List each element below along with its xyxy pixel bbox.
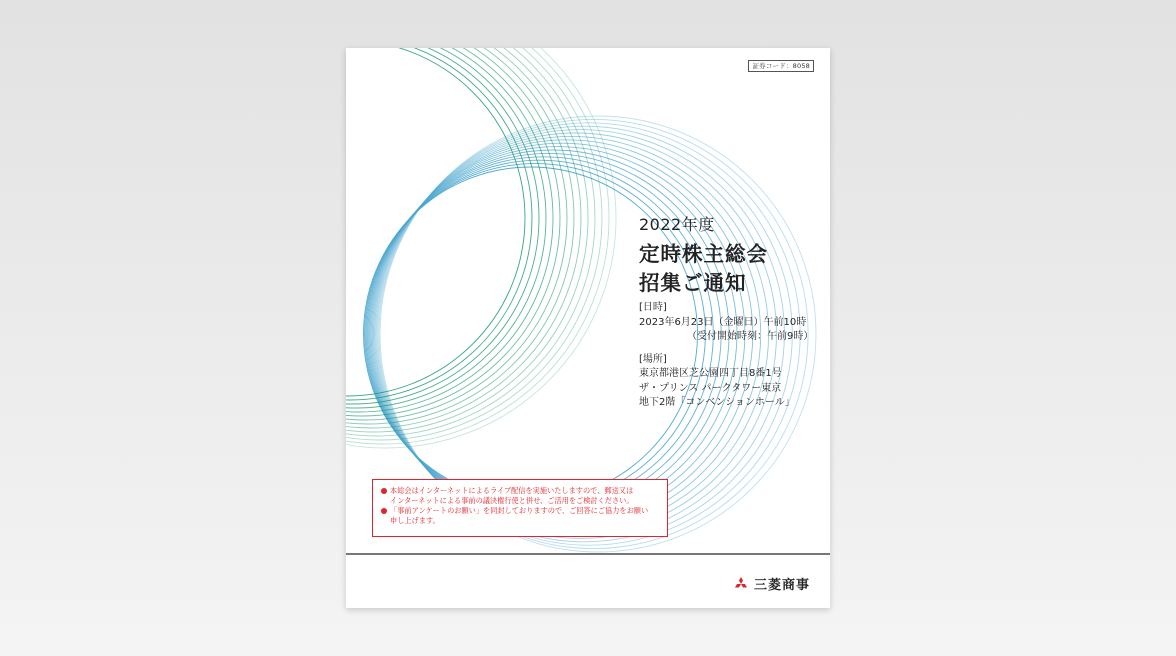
notice-cover-page: [346, 48, 830, 608]
three-diamonds-icon: [733, 577, 749, 591]
title-line-1: 定時株主総会: [639, 242, 768, 266]
place-line-2: ザ・プリンス パークタワー東京: [639, 382, 782, 394]
date-line-2: （受付開始時刻：午前9時）: [687, 331, 814, 342]
notice-1-line-2: インターネットによる事前の議決権行使と併せ、ご活用をご検討ください。: [390, 496, 634, 505]
date-label: [日時]: [639, 302, 667, 313]
company-name: 三菱商事: [753, 578, 810, 593]
title-line-2: 招集ご通知: [639, 271, 747, 295]
company-logo: [733, 574, 810, 593]
meeting-info: [639, 301, 813, 411]
place-line-3: 地下2階「コンベンションホール」: [639, 397, 795, 408]
date-line-1: 2023年6月23日（金曜日）午前10時: [639, 316, 807, 328]
notice-2-line-2: 申し上げます。: [390, 516, 440, 525]
notice-2-line-1: 「事前アンケートのお願い」を同封しておりますので、ご回答にご協力をお願い: [390, 506, 649, 515]
securities-code-badge: 証券コード：8058: [748, 60, 814, 72]
fiscal-year: 2022年度: [639, 215, 715, 234]
bullet-dot: [381, 508, 387, 514]
bullet-dot: [381, 488, 387, 494]
title-block: [639, 212, 768, 298]
notice-item-livestream: [381, 486, 661, 506]
footer-divider: [346, 553, 830, 555]
notice-1-line-1: 本総会はインターネットによるライブ配信を実施いたしますので、郵送又は: [390, 486, 634, 495]
notice-box: [372, 479, 668, 537]
place-line-1: 東京都港区芝公園四丁目8番1号: [639, 368, 782, 379]
place-label: [場所]: [639, 353, 667, 365]
notice-item-survey: [381, 506, 661, 526]
